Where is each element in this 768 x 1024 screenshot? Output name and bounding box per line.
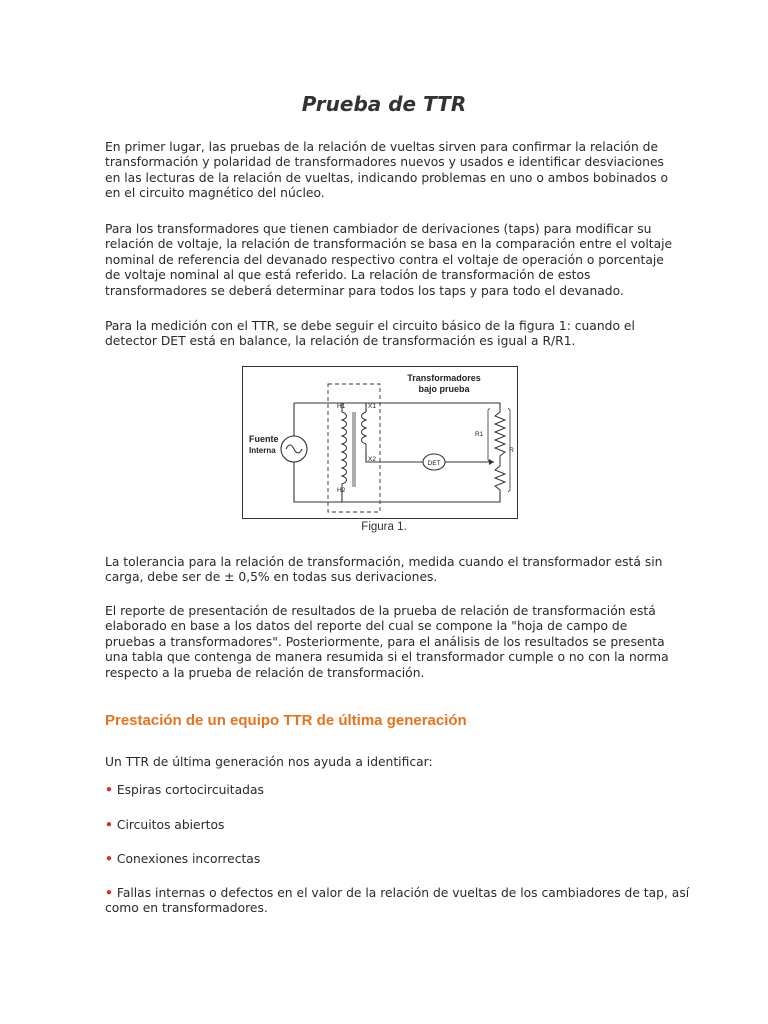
list-item [105, 783, 695, 798]
list-item [105, 852, 695, 867]
label-h1: H1 [337, 403, 346, 410]
list-item-text: Fallas internas o defectos en el valor de la relación de vueltas de los cambiadores de tap, así como en transformadores. [105, 886, 690, 916]
section-heading: Prestación de un equipo TTR de última generación [105, 712, 467, 729]
figure-caption: Figura 1. [361, 521, 407, 533]
label-source-line1: Fuente [249, 434, 279, 444]
paragraph-intro: En primer lugar, las pruebas de la relación de vueltas sirven para confirmar la relación de transformación y polaridad de transformadores nuevos y usados e identificar desviaciones en las lecturas de la relación de vueltas, indicando problemas en uno o ambos bobinados o en el circuito magnético del núcleo. [105, 140, 668, 201]
paragraph-measurement: Para la medición con el TTR, se debe seguir el circuito básico de la figura 1: cuando el detector DET está en balance, la relación de transformación es igual a R/R1. [105, 319, 635, 349]
circuit-diagram [242, 366, 518, 519]
label-x2: X2 [368, 456, 376, 463]
paragraph-tolerance: La tolerancia para la relación de transformación, medida cuando el transformador está sin carga, debe ser de ± 0,5% en todas sus derivaciones. [105, 555, 663, 585]
label-h2: H2 [337, 487, 346, 494]
bullet-icon: • [105, 852, 113, 866]
list-item-text: Circuitos abiertos [116, 818, 225, 832]
bullet-icon: • [105, 818, 113, 832]
label-x1: X1 [368, 403, 376, 410]
label-transformers-line2: bajo prueba [418, 384, 470, 394]
paragraph-list-intro: Un TTR de última generación nos ayuda a identificar: [105, 755, 433, 769]
list-item-text: Conexiones incorrectas [116, 852, 261, 866]
paragraph-report: El reporte de presentación de resultados de la prueba de relación de transformación está elaborado en base a los datos del reporte del cual se compone la "hoja de campo de pruebas a transformadores". Posteriormente, para el análisis de los resultados se presenta una tabla que contenga de manera resumida si el transformador cumple o no con la norma respecto a la prueba de relación de transformación. [105, 604, 669, 680]
list-item [105, 886, 695, 917]
bullet-icon: • [105, 886, 113, 900]
label-source-line2: Interna [249, 446, 276, 455]
label-transformers-line1: Transformadores [407, 373, 481, 383]
list-item [105, 818, 695, 833]
bullet-icon: • [105, 783, 113, 797]
label-r: R [509, 447, 514, 454]
circuit-figure [242, 366, 518, 519]
label-det: DET [427, 460, 441, 467]
label-r1: R1 [475, 431, 484, 438]
page-title: Prueba de TTR [301, 92, 467, 116]
list-item-text: Espiras cortocircuitadas [116, 783, 264, 797]
paragraph-taps: Para los transformadores que tienen cambiador de derivaciones (taps) para modificar su relación de voltaje, la relación de transformación se basa en la comparación entre el voltaje nominal de referencia del devanado respectivo contra el voltaje de operación o porcentaje de voltaje nominal al que está referido. La relación de transformación de estos transformadores se deberá determinar para todos los taps y para todo el devanado. [105, 222, 673, 298]
